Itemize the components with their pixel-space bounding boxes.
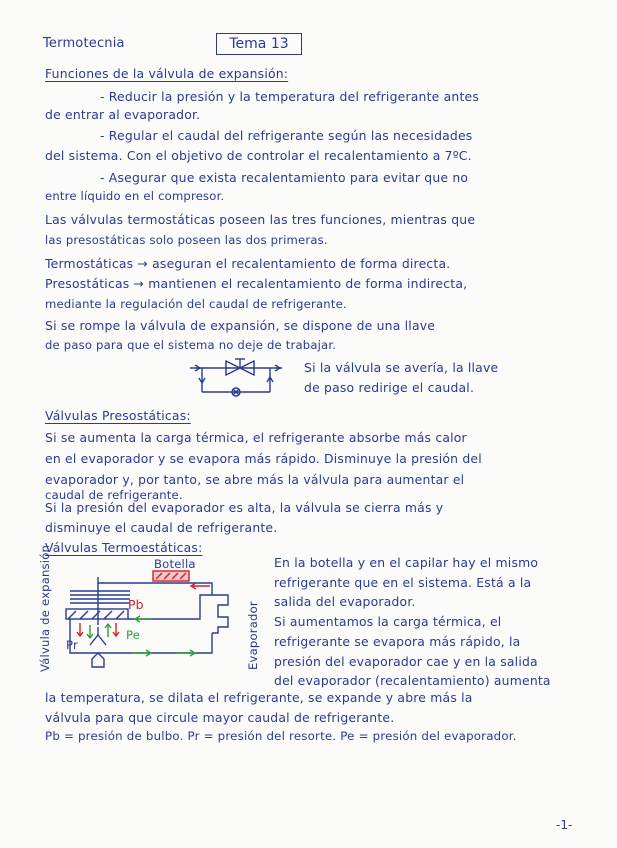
text-line: refrigerante que en el sistema. Está a la (274, 575, 532, 590)
section-heading-functions: Funciones de la válvula de expansión: (45, 66, 289, 81)
text-line: Si la válvula se avería, la llave (304, 360, 499, 375)
text-line: - Regular el caudal del refrigerante según las necesidades (100, 128, 473, 143)
pb-label: Pb (128, 597, 144, 612)
text-line: entre líquido en el compresor. (45, 189, 225, 203)
thermostatic-valve-diagram (40, 555, 270, 677)
text-line: Si se rompe la válvula de expansión, se dispone de una llave (45, 318, 436, 333)
text-line: Presostáticas → mantienen el recalentamiento de forma indirecta, (45, 276, 468, 291)
text-line: presión del evaporador cae y en la salida (274, 654, 538, 669)
subject-title: Termotecnia (43, 36, 125, 51)
text-line: en el evaporador y se evapora más rápido. Disminuye la presión del (45, 451, 482, 466)
section-heading-presostatic: Válvulas Presostáticas: (45, 408, 191, 423)
text-line: válvula para que circule mayor caudal de refrigerante. (45, 710, 395, 725)
pr-label: Pr (66, 638, 78, 652)
text-line: Las válvulas termostáticas poseen las tres funciones, mientras que (45, 212, 476, 227)
legend-line: Pb = presión de bulbo. Pr = presión del resorte. Pe = presión del evaporador. (45, 729, 517, 743)
page-number: -1- (556, 818, 573, 832)
text-line: Termostáticas → aseguran el recalentamiento de forma directa. (45, 256, 451, 271)
text-line: disminuye el caudal de refrigerante. (45, 520, 278, 535)
text-line: evaporador y, por tanto, se abre más la válvula para aumentar el (45, 472, 465, 487)
text-line: de paso para que el sistema no deje de trabajar. (45, 338, 337, 352)
text-line: Si la presión del evaporador es alta, la válvula se cierra más y (45, 500, 444, 515)
text-line: Si se aumenta la carga térmica, el refrigerante absorbe más calor (45, 430, 467, 445)
text-line: de entrar al evaporador. (45, 107, 201, 122)
text-line: refrigerante se evapora más rápido, la (274, 634, 521, 649)
bypass-valve-diagram (190, 356, 290, 400)
bottle-label: Botella (154, 557, 196, 571)
text-line: - Asegurar que exista recalentamiento para evitar que no (100, 170, 469, 185)
text-line: del evaporador (recalentamiento) aumenta (274, 673, 551, 688)
text-line: mediante la regulación del caudal de refrigerante. (45, 297, 347, 311)
text-line: salida del evaporador. (274, 594, 416, 609)
text-line: de paso redirige el caudal. (304, 380, 475, 395)
text-line: - Reducir la presión y la temperatura del refrigerante antes (100, 89, 479, 104)
topic-box: Tema 13 (216, 33, 302, 55)
text-line: la temperatura, se dilata el refrigerante, se expande y abre más la (45, 690, 473, 705)
text-line: del sistema. Con el objetivo de controlar el recalentamiento a 7ºC. (45, 148, 472, 163)
text-line: las presostáticas solo poseen las dos primeras. (45, 233, 328, 247)
text-line: En la botella y en el capilar hay el mismo (274, 555, 539, 570)
text-line: caudal de refrigerante. (45, 488, 183, 502)
evaporator-vertical-label: Evaporador (246, 601, 260, 670)
pe-label: Pe (126, 628, 141, 642)
text-line: Si aumentamos la carga térmica, el (274, 614, 502, 629)
valve-vertical-label: Válvula de expansión (38, 544, 52, 672)
section-heading-thermostatic: Válvulas Termoestáticas: (45, 540, 203, 555)
